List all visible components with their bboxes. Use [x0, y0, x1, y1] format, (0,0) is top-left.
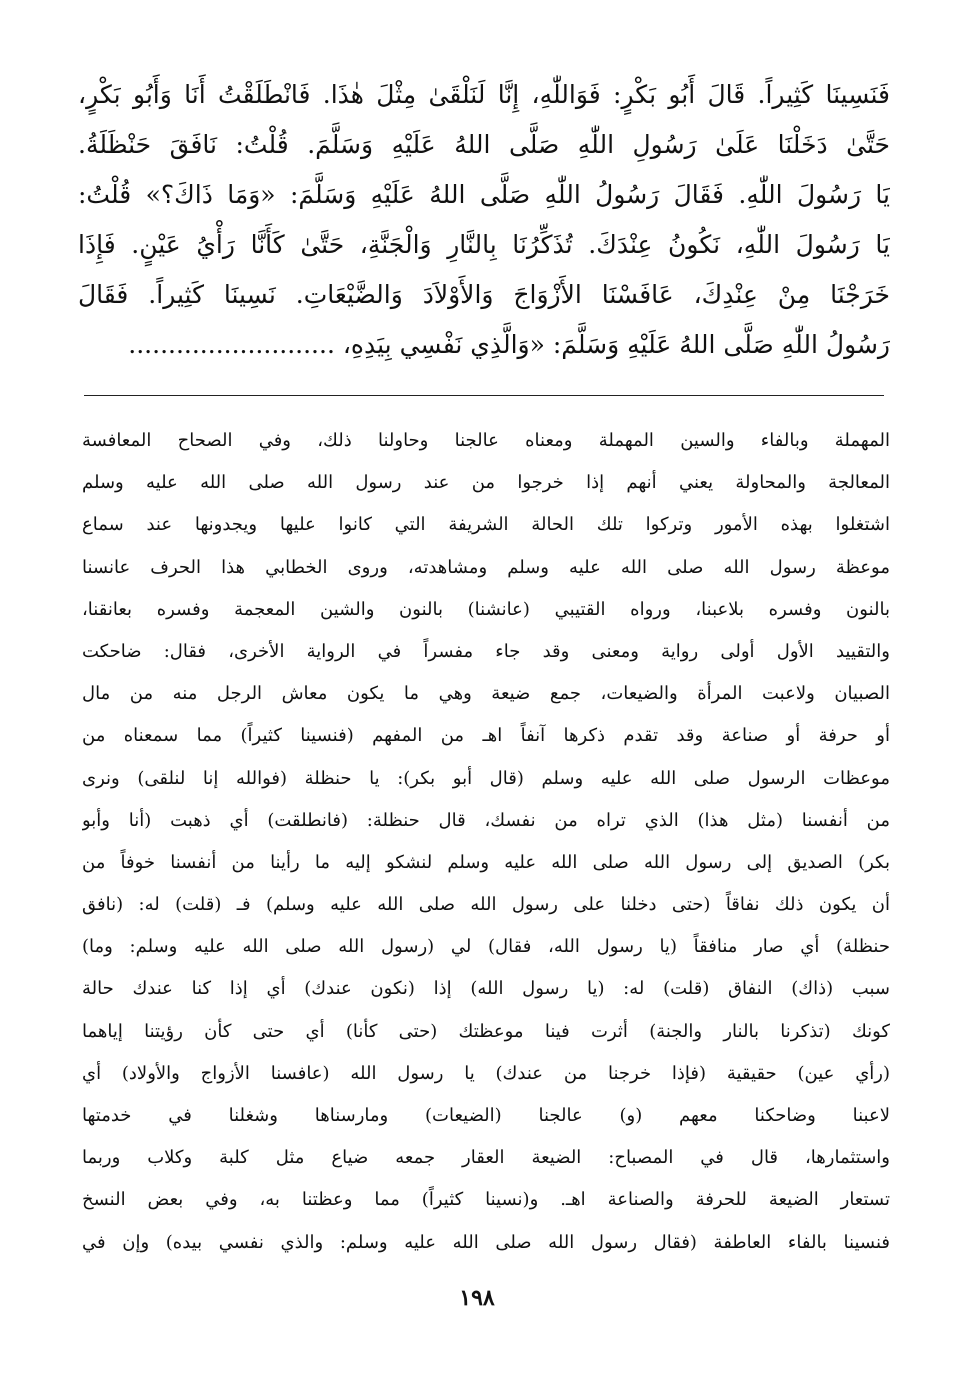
hadith-line: خَرَجْنَا مِنْ عِنْدِكَ، عَافَسْنَا الأَزْوَاجَ وَالأَوْلاَدَ وَالضَّيْعَاتِ. نَسِينَا كَثِيراً. فَقَالَ [78, 280, 890, 309]
commentary-line: موعظات الرسول صلى الله عليه وسلم (قال أبو بكر): يا حنظلة (فوالله إنا لنلقى) ونرى [82, 767, 890, 789]
commentary-line: موعظة رسول الله صلى الله عليه وسلم ومشاهدته، وروى الخطابي هذا الحرف عانسنا [82, 556, 890, 578]
commentary-line: المهملة وبالفاء والسين المهملة ومعناه عالجنا وحاولنا ذلك، وفي الصحاح المعافسة [82, 430, 890, 451]
commentary-line: لاعبنا وضاحكنا معهم (و) عالجنا (الضيعات) ومارسناها وشغلنا في خدمتها [82, 1105, 890, 1126]
commentary-line: سبب (ذاك) النفاق (قلت) له: (يا رسول الله) إذا (نكون عندك) أي إذا كنا عندك حالة [82, 978, 890, 1000]
commentary-line: اشتغلوا بهذه الأمور وتركوا تلك الحالة الشريفة التي كانوا عليها ويجدونها عند سماع [82, 514, 890, 536]
commentary-line: حنظلة) أي صار منافقاً (يا رسول الله، فقال) لي (رسول الله صلى الله عليه وسلم: وما) [82, 936, 890, 958]
hadith-line: يَا رَسُولَ اللّٰهِ. فَقَالَ رَسُولُ اللّٰهِ صَلَّى اللهُ عَلَيْهِ وَسَلَّمَ: «وَمَا ذَاكَ؟» قُلْتُ: [78, 180, 890, 209]
commentary-line: والتقييد الأول أولى رواية ومعنى وقد جاء مفسراً في الرواية الأخرى، فقال: ضاحكت [82, 640, 890, 662]
commentary-line: فنسينا بالفاء العاطفة (فقال رسول الله صلى الله عليه وسلم: والذي نفسي بيده) وإن في [82, 1231, 890, 1253]
commentary-line: أن يكون ذلك نفاقاً (حتى دخلنا على رسول الله صلى الله عليه وسلم) فـ (قلت) له: (نافق [82, 894, 890, 916]
commentary-line: تستعار الضيعة للحرفة والصناعة اهـ. و(نسينا كثيراً) مما وعظتنا به، وفي بعض النسخ [82, 1189, 890, 1211]
commentary-line: (رأي عين) حقيقية (فإذا خرجنا من عندك) يا رسول الله (عافسنا الأزواج والأولاد) أي [82, 1062, 890, 1084]
hadith-text [78, 70, 890, 370]
separator-rule [84, 395, 884, 396]
hadith-line: فَنَسِينَا كَثِيراً. قَالَ أَبُو بَكْرٍ: فَوَاللّٰهِ، إِنَّا لَنَلْقَىٰ مِثْلَ هٰذَا. فَانْطَلَقْتُ أَنَا وَأَبُو بَكْرٍ، [78, 80, 890, 109]
commentary-line: واستثمارها، قال في المصباح: الضيعة العقار جمعه ضياع مثل كلبة وكلاب وربما [82, 1147, 890, 1169]
commentary-line: الصبيان ولاعبت المرأة والضيعات، جمع ضيعة وهي ما يكون معاش الرجل منه من مال [82, 683, 890, 705]
commentary-line: كونك (تذكرنا بالنار والجنة) أثرت فينا موعظتك (حتى كأنا) أي حتى كأن رؤيتنا إياهما [82, 1020, 890, 1042]
commentary-line: المعالجة والمحاولة يعني أنهم إذا خرجوا من عند رسول الله صلى الله عليه وسلم [82, 472, 890, 494]
commentary-line: من أنفسنا (مثل هذا) الذي تراه من نفسك، قال حنظلة: (فانطلقت) أي ذهبت (أنا وأبو [82, 809, 890, 831]
hadith-line: حَتَّىٰ دَخَلْنَا عَلَىٰ رَسُولِ اللّٰهِ صَلَّى اللهُ عَلَيْهِ وَسَلَّمَ. قُلْتُ: نَافَقَ حَنْظَلَةُ. [78, 130, 890, 159]
commentary-line: بكر) الصديق إلى رسول الله صلى الله عليه وسلم لنشكو إليه ما رأينا من أنفسنا خوفاً من [82, 851, 890, 873]
commentary-line: أو حرفة أو صناعة وقد تقدم ذكرها آنفاً اهـ من المفهم (فنسينا كثيراً) مما سمعناه من [82, 725, 890, 747]
hadith-line: رَسُولُ اللّٰهِ صَلَّى اللهُ عَلَيْهِ وَسَلَّمَ: «وَالَّذِي نَفْسِي بِيَدِهِ، .......................... [128, 330, 890, 359]
commentary-line: بالنون وفسره بلاعبنا، ورواه القتيبي (عانشنا) بالنون والشين المعجمة وفسره بعانقنا، [82, 598, 890, 620]
hadith-line: يَا رَسُولَ اللّٰهِ، نَكُونُ عِنْدَكَ. تُذَكِّرُنَا بِالنَّارِ وَالْجَنَّةِ، حَتَّىٰ كَأَنَّا رَأْيُ عَيْنٍ. فَإِذَا [78, 230, 890, 259]
page-number: ١٩٨ [459, 1285, 495, 1311]
commentary-text [82, 420, 890, 1264]
